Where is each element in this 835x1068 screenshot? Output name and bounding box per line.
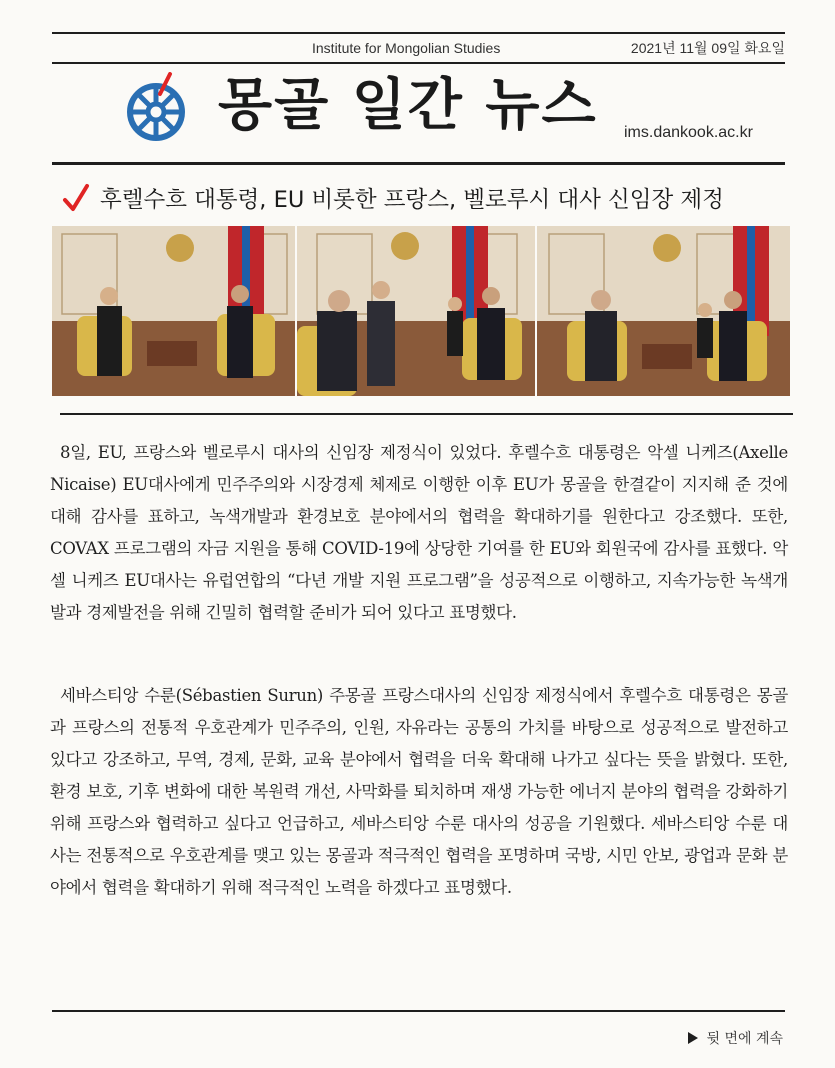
masthead-rule [52, 162, 785, 165]
photo-belarus-ambassador [537, 226, 790, 396]
site-url[interactable]: ims.dankook.ac.kr [624, 124, 753, 141]
photo-rule [60, 413, 793, 415]
top-rule [52, 32, 785, 34]
headline-text: 후렐수흐 대통령, EU 비롯한 프랑스, 벨로루시 대사 신임장 제정 [100, 187, 724, 213]
article-paragraph-2: 세바스티앙 수룬(Sébastien Surun) 주몽골 프랑스대사의 신임장 제정식에서 후렐수흐 대통령은 몽골과 프랑스의 전통적 우호관계가 민주주의, 인원, 자유라는 공통의 가치를 바탕으로 성공적으로 발전하고 있다고 강조하고, 무역, 경제, 문화, 교육 분야에서 협력을 더욱 확대해 나가고 싶다는 뜻을 밝혔다. 또한, 환경 보호, 기후 변화에 대한 복원력 개선, 사막화를 퇴치하며 재생 가능한 에너지 분야의 협력을 강화하기 위해 프랑스와 협력하고 싶다고 언급하고, 세바스티앙 수룬 대사의 성공을 기원했다. 세바스티앙 수룬 대사는 전통적으로 우호관계를 맺고 있는 몽골과 적극적인 협력을 포명하며 국방, 시민 안보, 광업과 문화 분야에서 협력을 확대하기 위해 적극적인 노력을 하겠다고 표명했다. [50, 686, 788, 897]
photo-france-ambassador [297, 226, 535, 396]
header-rule [52, 62, 785, 64]
institute-name: Institute for Mongolian Studies [312, 40, 501, 56]
article-paragraph-1: 8일, EU, 프랑스와 벨로루시 대사의 신임장 제정식이 있었다. 후렐수흐 대통령은 악셀 니케즈(Axelle Nicaise) EU대사에게 민주주의와 시장경제 체제로 이행한 이후 EU가 몽골을 한결같이 지지해 준 것에 대해 감사를 표하고, 녹색개발과 환경보호 분야에서의 협력을 확대하기를 원한다고 강조했다. 또한, COVAX 프로그램의 자금 지원을 통해 COVID-19에 상당한 기여를 한 EU와 회원국에 감사를 표했다. 악셀 니케즈 EU대사는 유럽연합의 “다년 개발 지원 프로그램”을 성공적으로 이행하고, 지속가능한 녹색개발과 경제발전을 위해 긴밀히 협력할 준비가 되어 있다고 표명했다. [50, 443, 788, 622]
footer-rule [52, 1010, 785, 1012]
masthead-title: 몽골 일간 뉴스 [218, 73, 598, 138]
play-triangle-icon [688, 1032, 698, 1044]
headline [62, 182, 792, 214]
continue-note[interactable] [688, 1028, 783, 1048]
dharma-wheel-logo [120, 72, 192, 144]
continue-label: 뒷 면에 계속 [706, 1031, 783, 1047]
photo-eu-ambassador [52, 226, 295, 396]
issue-date: 2021년 11월 09일 화요일 [630, 40, 785, 56]
check-icon [62, 182, 90, 214]
